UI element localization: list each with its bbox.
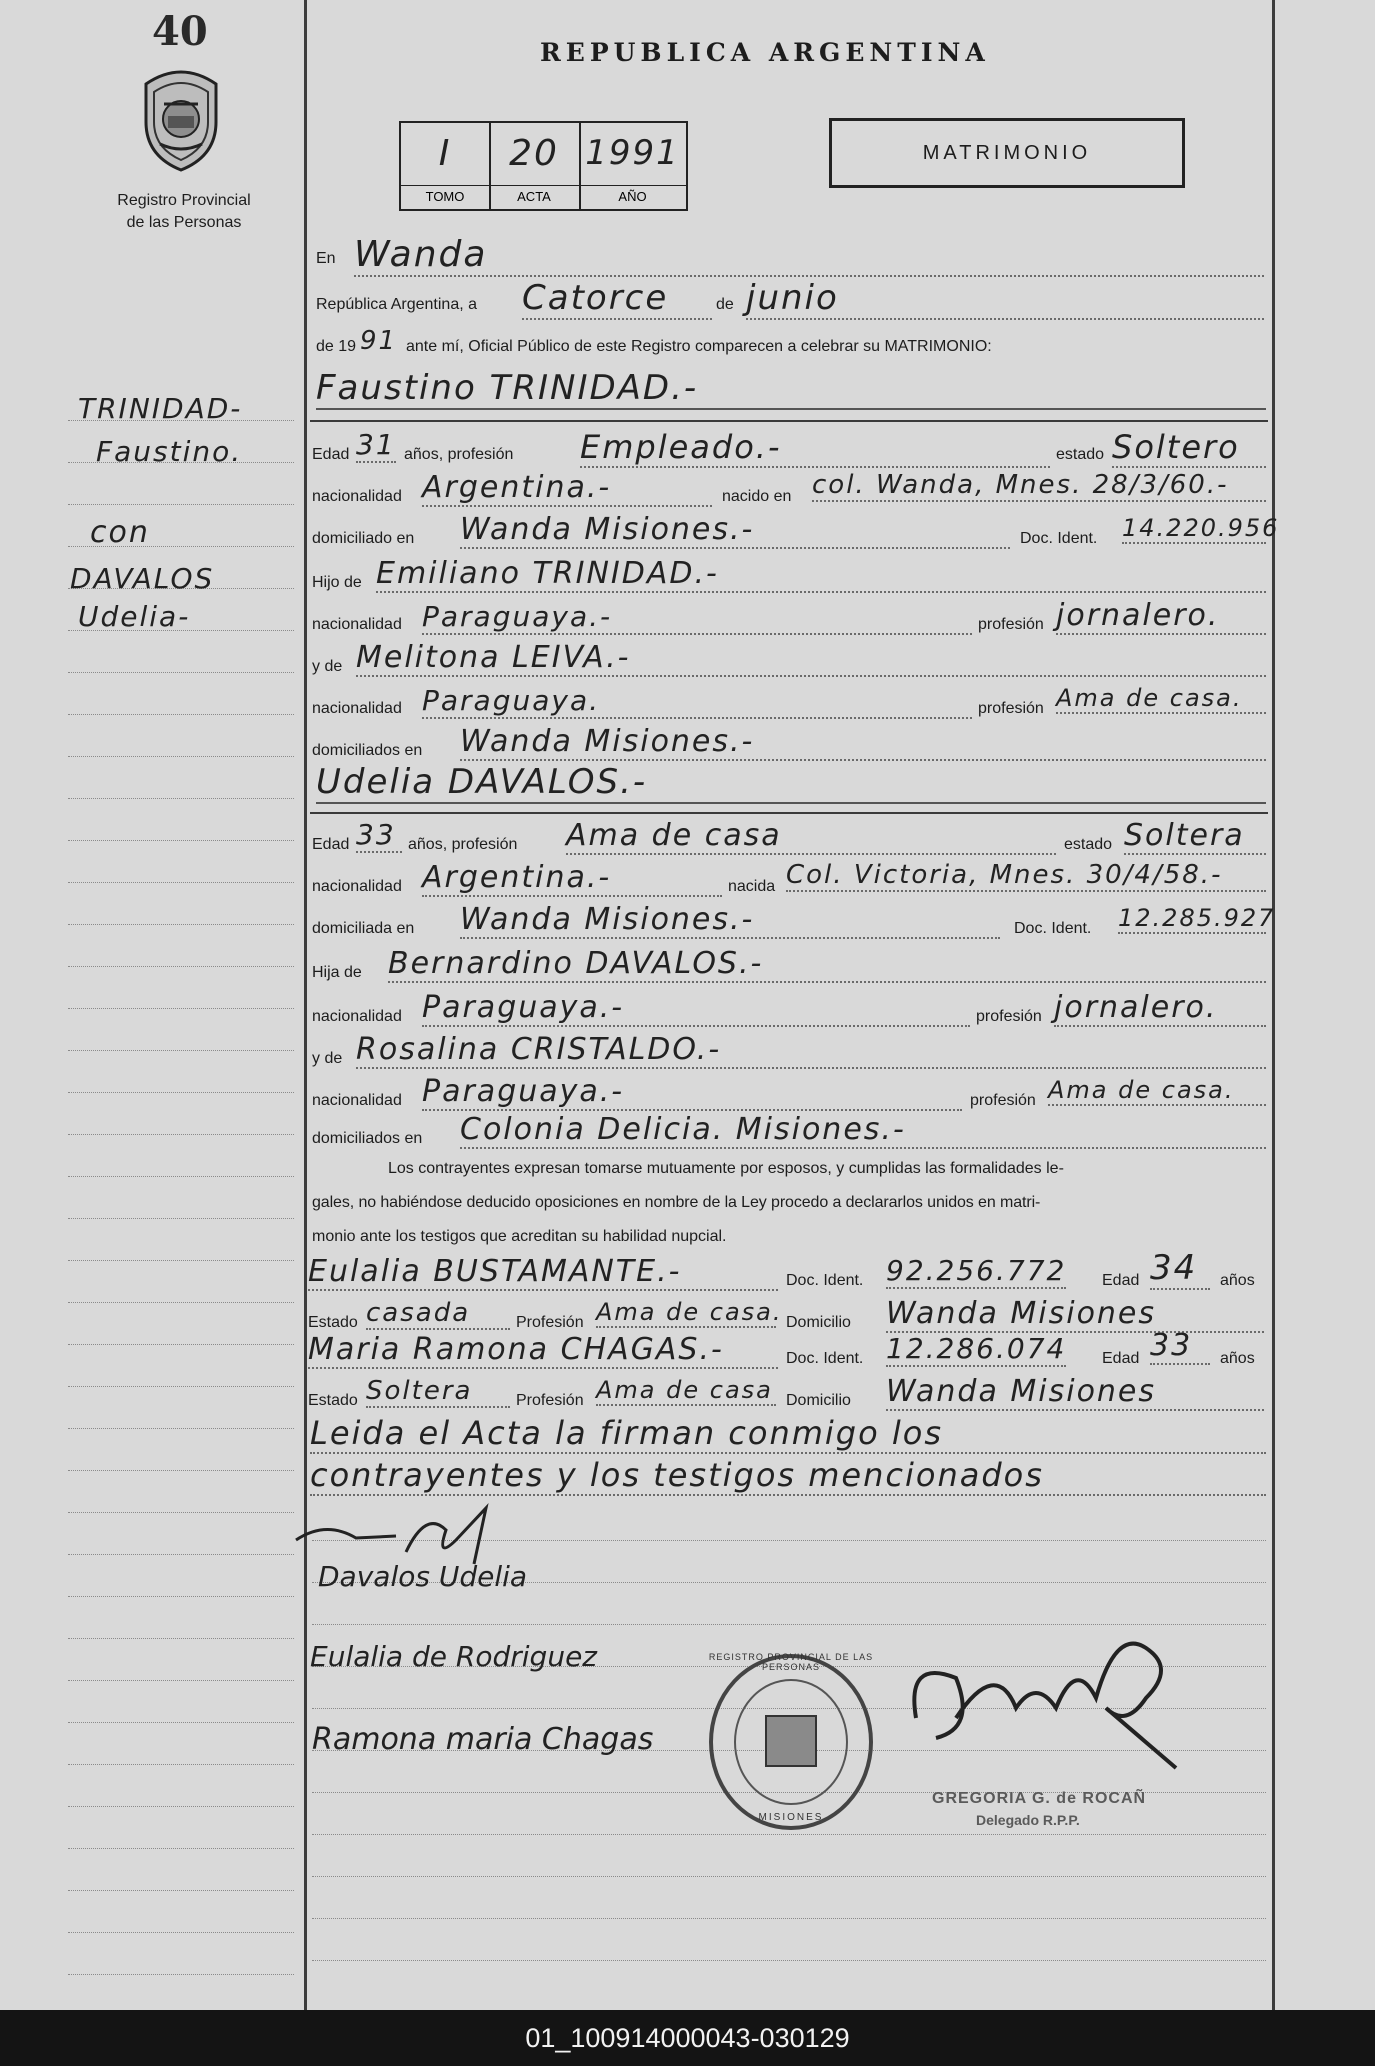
groom-mother-nat-line <box>312 682 1268 718</box>
bride-estado-label: estado <box>1064 836 1113 853</box>
witness-2-signature: Ramona maria Chagas <box>312 1722 654 1757</box>
closing-line-2: contrayentes y los testigos mencionados <box>310 1456 1266 1496</box>
margin-rule <box>68 1386 294 1387</box>
year-prefix: de 19 <box>316 338 357 355</box>
groom-parents-address-line <box>312 724 1268 760</box>
margin-note-groom-surname: TRINIDAD- <box>78 392 243 425</box>
official-signature-icon <box>896 1618 1196 1778</box>
groom-nationality-line <box>312 470 1268 506</box>
groom-name-rule <box>310 420 1268 422</box>
margin-rule <box>68 714 294 715</box>
father-profesion-label: profesión <box>978 616 1044 633</box>
witness-2-doc-label: Doc. Ident. <box>786 1350 864 1367</box>
domiciliada-label: domiciliada en <box>312 920 415 937</box>
bride-domiciliados-label: domiciliados en <box>312 1130 423 1147</box>
witness-2-estado-label: Estado <box>308 1392 358 1409</box>
witness-1-estado-label: Estado <box>308 1314 358 1331</box>
witness-1-profesion-label: Profesión <box>516 1314 584 1331</box>
witness-2-edad-label: Edad <box>1102 1350 1140 1367</box>
day-value: Catorce <box>522 278 712 320</box>
margin-rule <box>68 1680 294 1681</box>
margin-rule <box>68 504 294 505</box>
declaration-line-2: gales, no habiéndose deducido oposiciones en nombre de la Ley procedo a declararlos unidos en matri- <box>312 1194 1041 1211</box>
bride-anios-profesion-label: años, profesión <box>408 836 518 853</box>
place-line <box>316 234 1266 275</box>
witness-1-status: casada <box>366 1298 510 1330</box>
witness-1-age: 34 <box>1150 1248 1210 1290</box>
bride-father-profesion-label: profesión <box>976 1008 1042 1025</box>
margin-note-bride-name: Udelia- <box>78 600 191 633</box>
record-label-rule <box>401 185 686 186</box>
date-line <box>316 278 1266 318</box>
groom-mother-profession: Ama de casa. <box>1056 684 1266 714</box>
margin-rule <box>68 1218 294 1219</box>
groom-birth: col. Wanda, Mnes. 28/3/60.- <box>812 470 1266 502</box>
nacida-label: nacida <box>728 878 776 895</box>
groom-father-nat-line <box>312 598 1268 634</box>
bride-father-nationality-label: nacionalidad <box>312 1008 402 1025</box>
anio-label: AÑO <box>618 189 647 204</box>
margin-rule <box>68 1722 294 1723</box>
hija-label: Hija de <box>312 964 362 981</box>
signature-rule <box>312 1960 1266 1961</box>
page-number: 40 <box>152 8 208 55</box>
registry-line-1: Registro Provincial <box>117 192 251 209</box>
bride-mother-profesion-label: profesión <box>970 1092 1036 1109</box>
registry-line-2: de las Personas <box>126 214 242 231</box>
domiciliado-label: domiciliado en <box>312 530 415 547</box>
witness-2-age: 33 <box>1150 1328 1210 1365</box>
bride-profession: Ama de casa <box>566 818 1056 855</box>
document-type-box: MATRIMONIO <box>829 118 1185 188</box>
seal-center-text: MISIONES <box>758 1812 824 1823</box>
mother-profesion-label: profesión <box>978 700 1044 717</box>
margin-rule <box>68 1134 294 1135</box>
margin-rule <box>68 756 294 757</box>
groom-father-nationality: Paraguaya.- <box>422 600 972 635</box>
nacionalidad-label: nacionalidad <box>312 488 402 505</box>
groom-father: Emiliano TRINIDAD.- <box>376 556 1266 593</box>
domiciliados-label: domiciliados en <box>312 742 423 759</box>
groom-mother-nationality: Paraguaya. <box>422 684 972 719</box>
margin-rule <box>68 1428 294 1429</box>
margin-rule <box>68 1092 294 1093</box>
official-seal-icon <box>706 1652 876 1832</box>
nacido-label: nacido en <box>722 488 792 505</box>
bride-mother-nationality: Paraguaya.- <box>422 1074 962 1111</box>
left-margin-line <box>304 0 307 2010</box>
margin-note-con: con <box>90 515 150 550</box>
father-nationality-label: nacionalidad <box>312 616 402 633</box>
groom-name: Faustino TRINIDAD.- <box>316 368 1266 410</box>
margin-rule <box>68 840 294 841</box>
estado-label: estado <box>1056 446 1105 463</box>
year-suffix: 91 <box>360 326 398 356</box>
bride-address-line <box>312 902 1276 938</box>
bride-name-rule <box>310 812 1268 814</box>
anios-profesion-label: años, profesión <box>404 446 514 463</box>
bride-mother-nationality-label: nacionalidad <box>312 1092 402 1109</box>
margin-rule <box>68 1302 294 1303</box>
intro-text-line <box>316 326 1266 360</box>
bride-mother-profession: Ama de casa. <box>1048 1076 1266 1106</box>
margin-rule <box>68 798 294 799</box>
bride-father-line <box>312 946 1268 982</box>
bride-parents-address-line <box>312 1112 1268 1148</box>
bride-nacionalidad-label: nacionalidad <box>312 878 402 895</box>
margin-rule <box>68 1638 294 1639</box>
bride-age-line <box>312 818 1268 854</box>
witness-1-line <box>308 1248 1268 1290</box>
doc-ident-label: Doc. Ident. <box>1020 530 1098 547</box>
witness-2-anios-label: años <box>1220 1350 1255 1367</box>
provincial-crest-icon <box>140 64 222 174</box>
groom-address: Wanda Misiones.- <box>460 512 1010 549</box>
place-value: Wanda <box>354 234 1264 277</box>
witness-2-address: Wanda Misiones <box>886 1374 1264 1411</box>
margin-rule <box>68 1008 294 1009</box>
bride-status: Soltera <box>1124 818 1266 855</box>
groom-doc: 14.220.956 <box>1122 514 1280 542</box>
official-role-stamp: Delegado R.P.P. <box>976 1812 1080 1828</box>
witness-1-domicilio-label: Domicilio <box>786 1314 851 1331</box>
margin-rule <box>68 882 294 883</box>
declaration-text <box>312 1152 1262 1254</box>
margin-rule <box>68 1260 294 1261</box>
month-value: junio <box>746 278 1264 320</box>
margin-rule <box>68 1596 294 1597</box>
margin-rule <box>68 1512 294 1513</box>
margin-rule <box>68 672 294 673</box>
acta-value: 20 <box>509 133 559 174</box>
margin-rule <box>68 1806 294 1807</box>
bride-name: Udelia DAVALOS.- <box>316 762 1266 804</box>
signature-rule <box>312 1918 1266 1919</box>
margin-rule <box>68 1050 294 1051</box>
bride-father-nationality: Paraguaya.- <box>422 990 970 1027</box>
bride-father-nat-line <box>312 990 1268 1026</box>
bride-doc: 12.285.927 <box>1118 904 1276 932</box>
declaration-line-1: Los contrayentes expresan tomarse mutuamente por esposos, y cumplidas las formalidades le- <box>388 1160 1064 1177</box>
witness-1-detail-line <box>308 1296 1268 1332</box>
anio-value: 1991 <box>585 133 680 173</box>
signature-rule <box>312 1834 1266 1835</box>
registry-name <box>94 190 274 234</box>
margin-rule <box>68 1848 294 1849</box>
official-name-stamp: GREGORIA G. de ROCAÑ <box>932 1790 1147 1807</box>
witness-1-anios-label: años <box>1220 1272 1255 1289</box>
witness-2-name: Maria Ramona CHAGAS.- <box>308 1332 778 1369</box>
seal-ring-text: REGISTRO PROVINCIAL DE LAS PERSONAS <box>708 1652 874 1672</box>
bride-signature: Davalos Udelia <box>318 1560 528 1593</box>
margin-rule <box>68 1890 294 1891</box>
groom-age: 31 <box>356 428 396 461</box>
right-margin-line <box>1272 0 1275 2010</box>
bride-mother-line <box>312 1032 1268 1068</box>
edad-label: Edad <box>312 446 350 463</box>
bride-nationality-line <box>312 860 1268 896</box>
groom-mother: Melitona LEIVA.- <box>356 640 1266 677</box>
witness-2-profession: Ama de casa <box>596 1376 776 1406</box>
acta-label: ACTA <box>517 189 551 204</box>
tomo-value: I <box>438 133 452 174</box>
bride-y-de-label: y de <box>312 1050 343 1067</box>
witness-1-address: Wanda Misiones <box>886 1296 1264 1333</box>
groom-address-line <box>312 512 1280 548</box>
bride-parents-address: Colonia Delicia. Misiones.- <box>460 1112 1266 1149</box>
bride-nationality: Argentina.- <box>422 860 722 897</box>
hijo-label: Hijo de <box>312 574 362 591</box>
margin-rule <box>68 1176 294 1177</box>
witness-2-detail-line <box>308 1374 1268 1410</box>
bride-address: Wanda Misiones.- <box>460 902 1000 939</box>
witness-1-doc-label: Doc. Ident. <box>786 1272 864 1289</box>
closing-line-1: Leida el Acta la firman conmigo los <box>310 1414 1266 1454</box>
witness-1-signature: Eulalia de Rodriguez <box>310 1640 597 1673</box>
witness-2-line <box>308 1328 1268 1368</box>
groom-mother-line <box>312 640 1268 676</box>
declaration-line-3: monio ante los testigos que acreditan su habilidad nupcial. <box>312 1228 727 1245</box>
bride-doc-ident-label: Doc. Ident. <box>1014 920 1092 937</box>
bride-edad-label: Edad <box>312 836 350 853</box>
bride-birth: Col. Victoria, Mnes. 30/4/58.- <box>786 860 1266 892</box>
groom-father-line <box>312 556 1268 592</box>
witness-2-doc: 12.286.074 <box>886 1332 1067 1365</box>
witness-1-edad-label: Edad <box>1102 1272 1140 1289</box>
margin-rule <box>68 924 294 925</box>
intro-text: ante mí, Oficial Público de este Registro comparecen a celebrar su MATRIMONIO: <box>406 338 992 355</box>
groom-nationality: Argentina.- <box>422 470 712 507</box>
y-de-label: y de <box>312 658 343 675</box>
groom-parents-address: Wanda Misiones.- <box>460 724 1266 761</box>
signature-rule <box>312 1876 1266 1877</box>
mother-nationality-label: nacionalidad <box>312 700 402 717</box>
bride-father: Bernardino DAVALOS.- <box>388 946 1266 983</box>
margin-rule <box>68 1932 294 1933</box>
margin-note-bride-surname: DAVALOS <box>70 562 215 595</box>
groom-father-profession: jornalero. <box>1056 598 1266 635</box>
country-header: REPUBLICA ARGENTINA <box>540 38 990 67</box>
republica-label: República Argentina, a <box>316 296 477 313</box>
groom-profession: Empleado.- <box>580 428 1050 468</box>
witness-1-doc: 92.256.772 <box>886 1254 1067 1287</box>
witness-1-profession: Ama de casa. <box>596 1298 783 1326</box>
bride-mother: Rosalina CRISTALDO.- <box>356 1032 1266 1069</box>
margin-rule <box>68 966 294 967</box>
scan-id-footer: 01_100914000043-030129 <box>0 2010 1375 2066</box>
margin-rule <box>68 1470 294 1471</box>
de-label: de <box>716 296 734 313</box>
en-label: En <box>316 250 336 267</box>
record-box <box>399 121 688 211</box>
witness-2-profesion-label: Profesión <box>516 1392 584 1409</box>
bride-father-profession: jornalero. <box>1054 990 1266 1027</box>
witness-2-domicilio-label: Domicilio <box>786 1392 851 1409</box>
bride-mother-nat-line <box>312 1074 1268 1110</box>
bride-age: 33 <box>356 818 402 853</box>
witness-2-status: Soltera <box>366 1376 510 1408</box>
margin-rule <box>68 1764 294 1765</box>
witness-1-name: Eulalia BUSTAMANTE.- <box>308 1254 778 1291</box>
margin-rule <box>68 1344 294 1345</box>
groom-age-line <box>312 428 1268 464</box>
tomo-label: TOMO <box>425 189 465 204</box>
margin-rule <box>68 1974 294 1975</box>
groom-status: Soltero <box>1112 428 1266 468</box>
margin-note-groom-name: Faustino. <box>96 435 243 468</box>
margin-rule <box>68 1554 294 1555</box>
